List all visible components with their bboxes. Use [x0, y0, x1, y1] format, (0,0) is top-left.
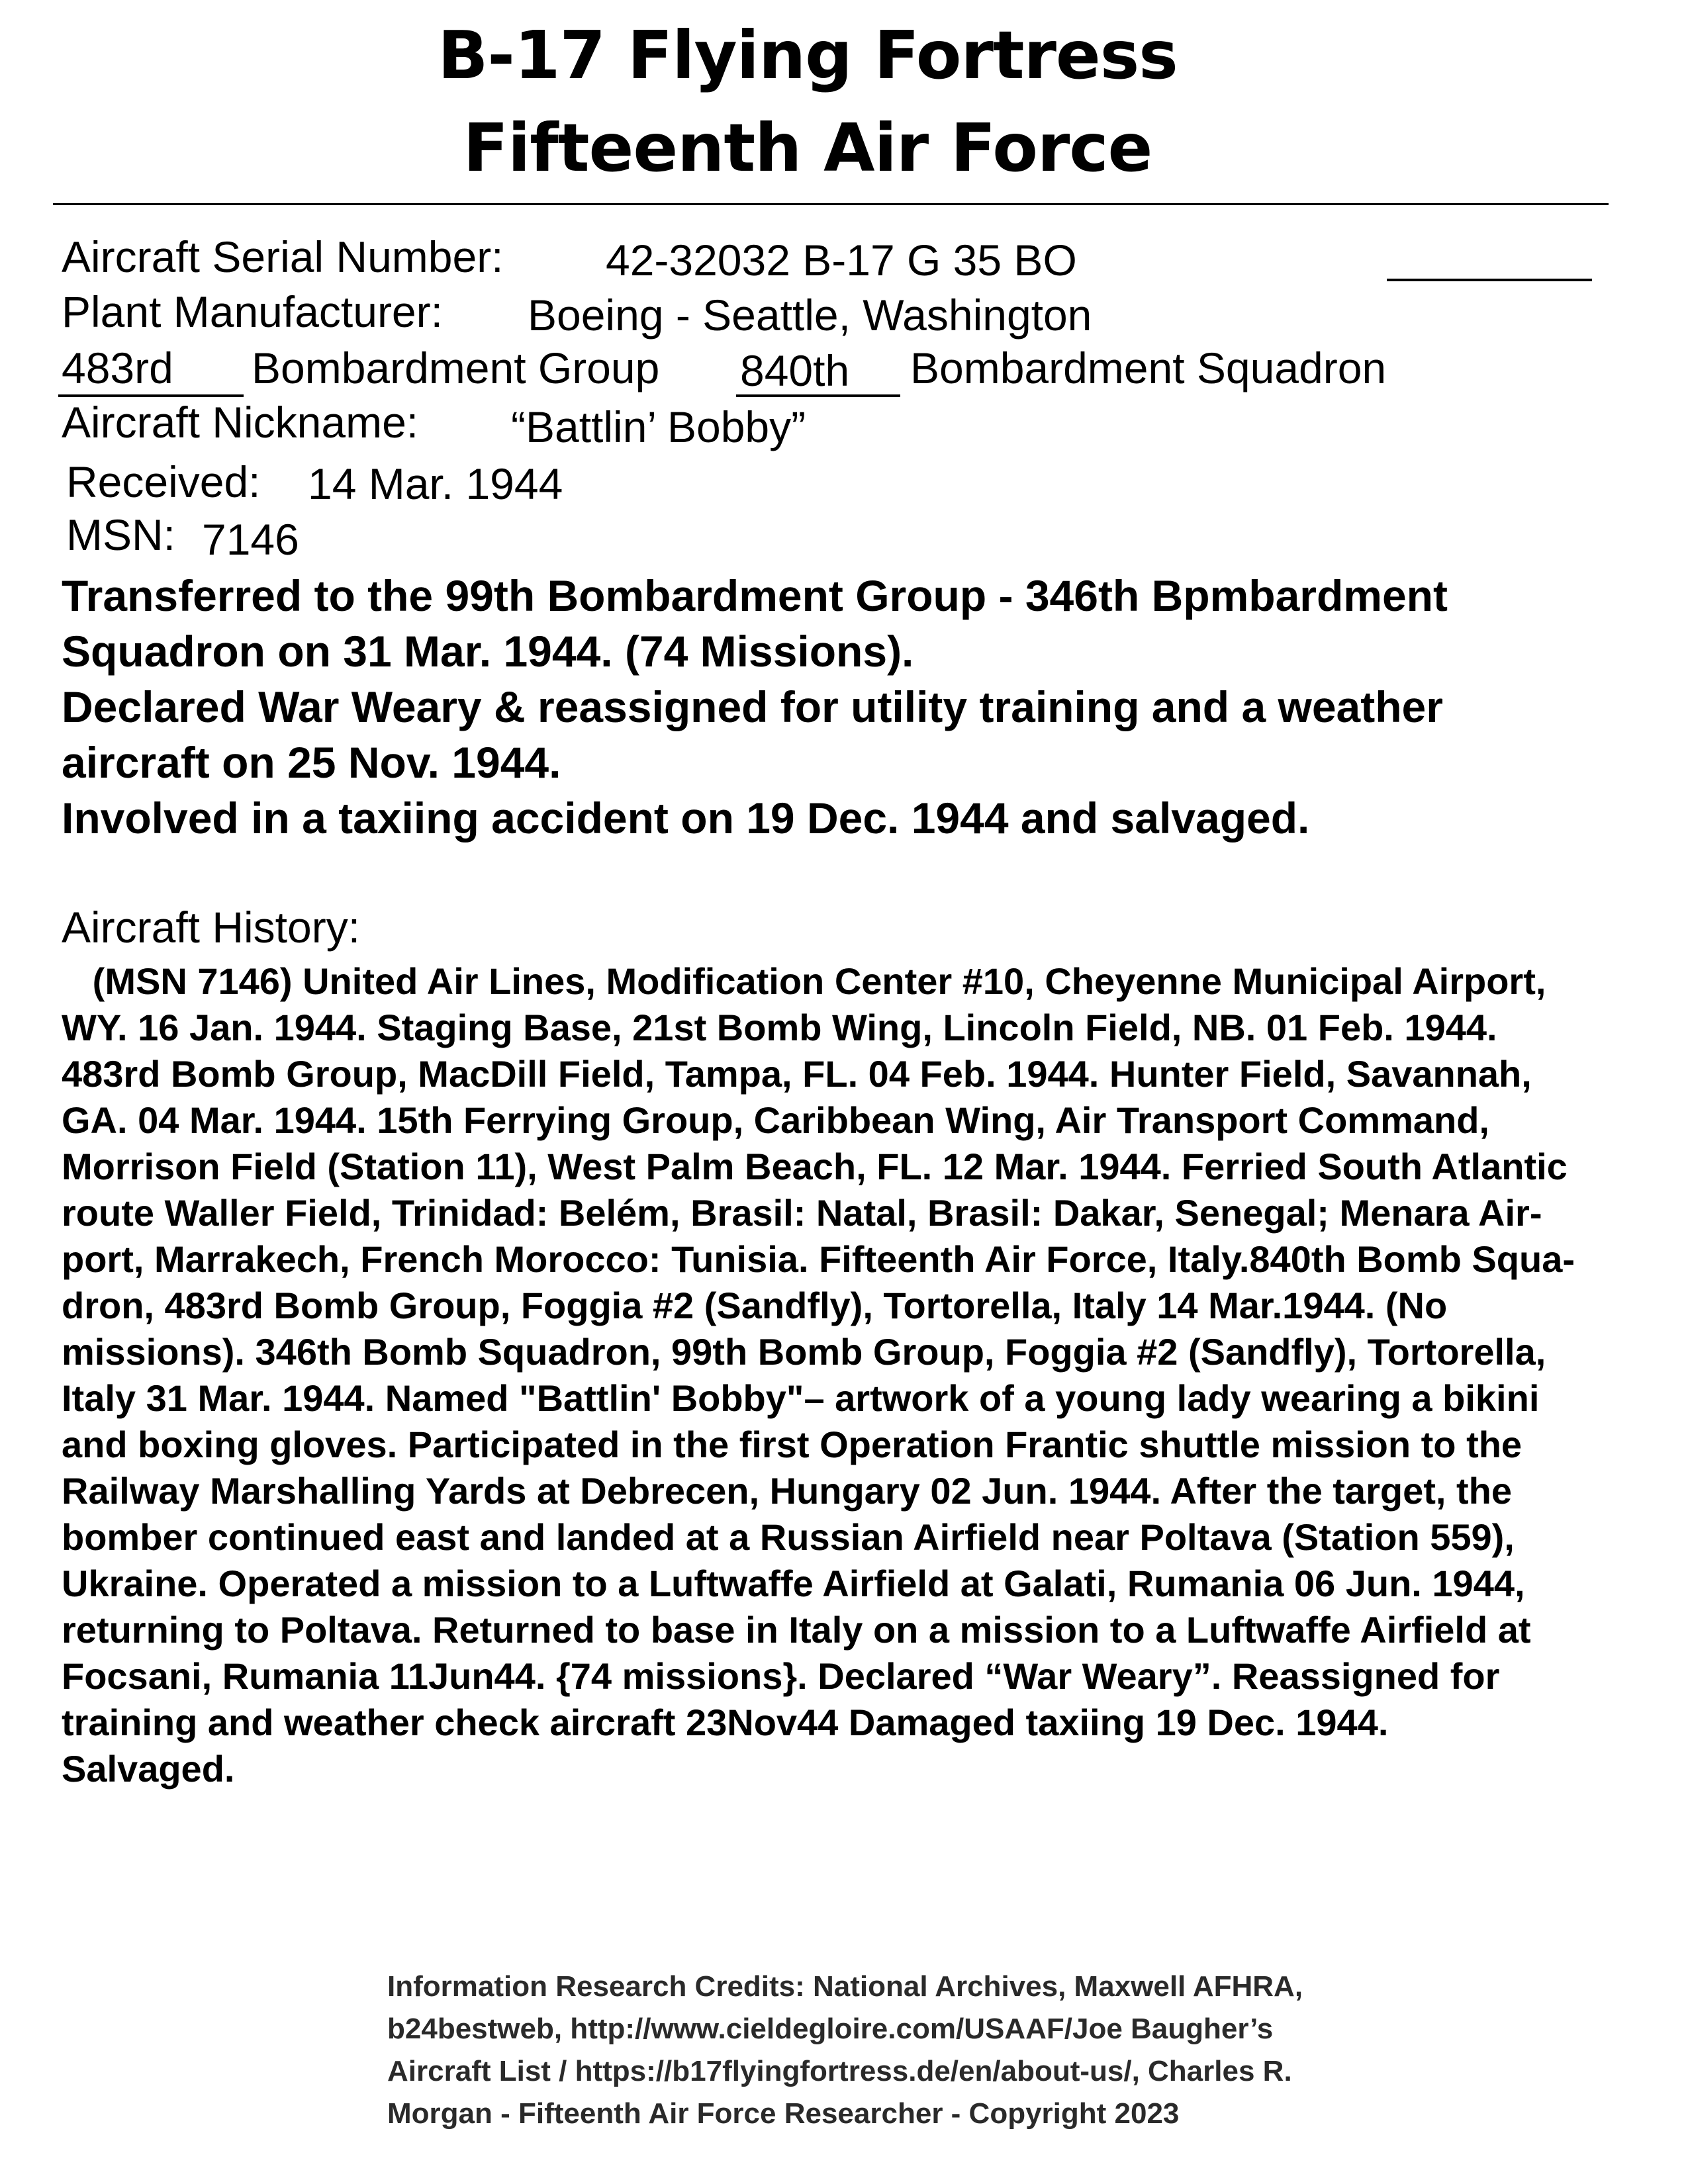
- nickname-label: Aircraft Nickname:: [62, 398, 419, 447]
- summary-line-2: Squadron on 31 Mar. 1944. (74 Missions).: [62, 627, 914, 676]
- history-line: Railway Marshalling Yards at Debrecen, Hungary 02 Jun. 1944. After the target, the: [62, 1470, 1512, 1512]
- history-line: Morrison Field (Station 11), West Palm Beach, FL. 12 Mar. 1944. Ferried South Atlantic: [62, 1146, 1568, 1187]
- squadron-number-value: 840th: [740, 346, 850, 395]
- page-title-line-1: B-17 Flying Fortress: [438, 17, 1178, 94]
- received-value: 14 Mar. 1944: [308, 459, 563, 508]
- group-number-value: 483rd: [62, 343, 173, 392]
- history-line: bomber continued east and landed at a Russian Airfield near Poltava (Station 559),: [62, 1516, 1515, 1558]
- history-line: 483rd Bomb Group, MacDill Field, Tampa, FL. 04 Feb. 1944. Hunter Field, Savannah,: [62, 1053, 1532, 1095]
- history-line: dron, 483rd Bomb Group, Foggia #2 (Sandfly), Tortorella, Italy 14 Mar.1944. (No: [62, 1285, 1448, 1326]
- history-line: missions). 346th Bomb Squadron, 99th Bomb Group, Foggia #2 (Sandfly), Tortorella,: [62, 1331, 1546, 1373]
- nickname-value: “Battlin’ Bobby”: [511, 402, 806, 451]
- summary-line-3: Declared War Weary & reassigned for utility training and a weather: [62, 682, 1443, 731]
- manufacturer-value: Boeing - Seattle, Washington: [528, 291, 1092, 340]
- manufacturer-label: Plant Manufacturer:: [62, 287, 443, 336]
- history-line: training and weather check aircraft 23Nov44 Damaged taxiing 19 Dec. 1944.: [62, 1702, 1389, 1743]
- credits-line-1: Information Research Credits: National Archives, Maxwell AFHRA,: [387, 1970, 1303, 2003]
- history-heading: Aircraft History:: [62, 903, 361, 952]
- title-divider: [53, 203, 1609, 205]
- blank-underline: [1387, 279, 1592, 281]
- history-line: Ukraine. Operated a mission to a Luftwaffe Airfield at Galati, Rumania 06 Jun. 1944,: [62, 1563, 1525, 1604]
- serial-number-label: Aircraft Serial Number:: [62, 232, 504, 281]
- credits-line-3: Aircraft List / https://b17flyingfortress.de/en/about-us/, Charles R.: [387, 2055, 1292, 2087]
- summary-paragraph: [62, 568, 1650, 846]
- history-line: WY. 16 Jan. 1944. Staging Base, 21st Bomb Wing, Lincoln Field, NB. 01 Feb. 1944.: [62, 1007, 1497, 1048]
- msn-value: 7146: [202, 515, 299, 564]
- summary-line-4: aircraft on 25 Nov. 1944.: [62, 738, 561, 787]
- history-line: returning to Poltava. Returned to base in Italy on a mission to a Luftwaffe Airfield at: [62, 1609, 1531, 1651]
- history-line: Focsani, Rumania 11Jun44. {74 missions}. Declared “War Weary”. Reassigned for: [62, 1655, 1500, 1697]
- serial-number-value: 42-32032 B-17 G 35 BO: [606, 236, 1077, 285]
- history-line: Salvaged.: [62, 1748, 235, 1790]
- summary-line-5: Involved in a taxiing accident on 19 Dec. 1944 and salvaged.: [62, 794, 1310, 842]
- msn-label: MSN:: [66, 510, 175, 559]
- summary-line-1: Transferred to the 99th Bombardment Group - 346th Bpmbardment: [62, 571, 1448, 620]
- history-line: (MSN 7146) United Air Lines, Modification Center #10, Cheyenne Municipal Airport,: [62, 960, 1546, 1002]
- credits-line-4: Morgan - Fifteenth Air Force Researcher - Copyright 2023: [387, 2097, 1180, 2130]
- history-line: Italy 31 Mar. 1944. Named "Battlin' Bobby"– artwork of a young lady wearing a bikini: [62, 1377, 1540, 1419]
- history-line: port, Marrakech, French Morocco: Tunisia. Fifteenth Air Force, Italy.840th Bomb Squa-: [62, 1238, 1575, 1280]
- history-line: GA. 04 Mar. 1944. 15th Ferrying Group, Caribbean Wing, Air Transport Command,: [62, 1099, 1489, 1141]
- history-paragraph: [62, 958, 1650, 1792]
- received-label: Received:: [66, 457, 261, 506]
- credits-line-2: b24bestweb, http://www.cieldegloire.com/USAAF/Joe Baugher’s: [387, 2013, 1274, 2045]
- history-line: route Waller Field, Trinidad: Belém, Brasil: Natal, Brasil: Dakar, Senegal; Menara Air-: [62, 1192, 1542, 1234]
- history-line: and boxing gloves. Participated in the first Operation Frantic shuttle mission to the: [62, 1424, 1523, 1465]
- research-credits: [387, 1966, 1303, 2135]
- group-label: Bombardment Group: [252, 343, 660, 392]
- squadron-label: Bombardment Squadron: [910, 343, 1387, 392]
- page-title-line-2: Fifteenth Air Force: [463, 109, 1152, 187]
